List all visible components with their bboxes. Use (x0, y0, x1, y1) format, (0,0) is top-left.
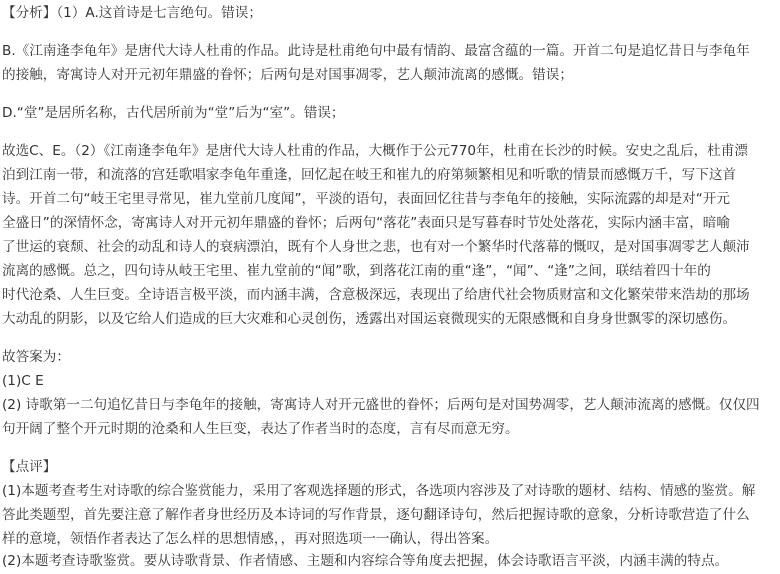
part2-line-2: 泊到江南一带，和流落的宫廷歌唱家李龟年重逢，回忆起在岐王和崔九的府第频繁相见和听歌的情景而感慨万千，写下这首 (2, 167, 737, 183)
answer-1: (1)C E (2, 373, 44, 389)
comment-1-line-3: 样的意境，领悟作者表达了怎么样的思想情感，，再对照选项一一确认，得出答案。 (2, 531, 499, 547)
part2-line-3: 诗。开首二句“岐王宅里寻常见，崔九堂前几度闻”，平淡的语句，表面回忆往昔与李龟年的接触，实际流露的却是对“开元 (2, 191, 730, 207)
part2-line-6: 流离的感慨。总之，四句诗从岐王宅里、崔九堂前的“闻”歌，到落花江南的重“逢”，“闻”、“逢”之间，联结着四十年的 (2, 263, 711, 279)
answer-2-line-1: (2) 诗歌第一二句追忆昔日与李龟年的接触，寄寓诗人对开元盛世的眷怀；后两句是对国势凋零，艺人颠沛流离的感慨。仅仅四 (2, 397, 760, 413)
part2-line-8: 大动乱的阴影，以及它给人们造成的巨大灾难和心灵创伤，透露出对国运衰微现实的无限感慨和自身身世飘零的深切感伤。 (2, 311, 737, 327)
option-b-line-2: 的接触，寄寓诗人对开元初年鼎盛的眷怀；后两句是对国事凋零，艺人颠沛流离的感慨。错误； (2, 67, 573, 83)
part2-line-7: 时代沧桑、人生巨变。全诗语言极平淡，而内涵丰满，含意极深远，表现出了给唐代社会物质财富和文化繁荣带来浩劫的那场 (2, 287, 750, 303)
part2-line-5: 了世运的衰颓、社会的动乱和诗人的衰病漂泊，既有个人身世之悲，也有对一个繁华时代落幕的慨叹，是对国事凋零艺人颠沛 (2, 239, 750, 255)
part2-line-1: 故选C、E。（2）《江南逢李龟年》是唐代大诗人杜甫的作品，大概作于公元770年，杜甫在长沙的时候。安史之乱后，杜甫漂 (2, 143, 748, 159)
part2-line-4: 全盛日”的深情怀念，寄寓诗人对开元初年鼎盛的眷怀；后两句“落花”表面只是写暮春时节处处落花，实际内涵丰富，暗喻 (2, 215, 730, 231)
comment-header: 【点评】 (2, 459, 57, 475)
analysis-header: 【分析】（1）A.这首诗是七言绝句。错误； (2, 5, 262, 21)
answer-header: 故答案为： (2, 349, 70, 365)
option-d-line: D.“堂”是居所名称，古代居所前为“堂”后为“室”。错误； (2, 105, 345, 121)
comment-2: (2)本题考查诗歌鉴赏。要从诗歌背景、作者情感、主题和内容综合等角度去把握，体会诗歌语言平淡，内涵丰满的特点。 (2, 553, 729, 569)
comment-1-line-2: 答此类题型，首先要注意了解作者身世经历及本诗词的写作背景，逐句翻译诗句，然后把握诗歌的意象，分析诗歌营造了什么 (2, 507, 750, 523)
answer-2-line-2: 句开阔了整个开元时期的沧桑和人生巨变，表达了作者当时的态度，言有尽而意无穷。 (2, 421, 519, 437)
option-b-line-1: B.《江南逢李龟年》是唐代大诗人杜甫的作品。此诗是杜甫绝句中最有情韵、最富含蕴的一篇。开首二句是追忆昔日与李龟年 (2, 43, 750, 59)
comment-1-line-1: (1)本题考查考生对诗歌的综合鉴赏能力，采用了客观选择题的形式，各选项内容涉及了对诗歌的题材、结构、情感的鉴赏。解 (2, 483, 756, 499)
